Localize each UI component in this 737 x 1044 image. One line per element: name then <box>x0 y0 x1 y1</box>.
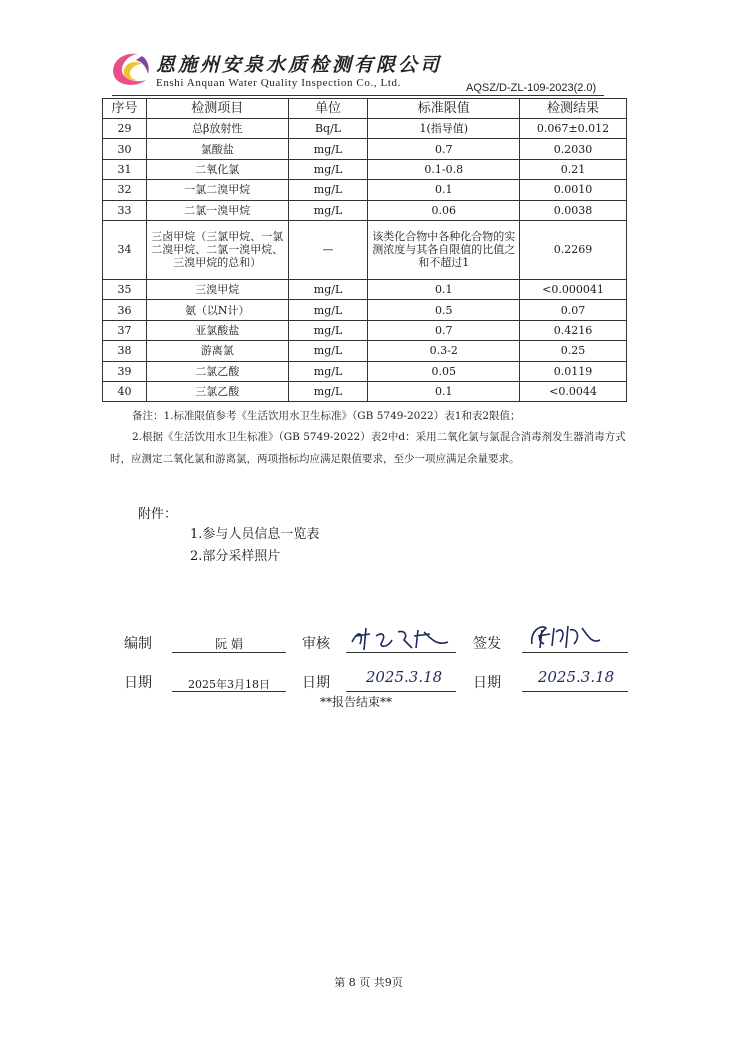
cell-result: <0.000041 <box>520 279 627 299</box>
issuer-signature <box>526 620 606 652</box>
col-header-limit: 标准限值 <box>368 99 520 119</box>
table-row <box>103 180 627 200</box>
cell-limit: 0.1 <box>368 381 520 401</box>
cell-unit: — <box>288 220 368 279</box>
cell-item: 三氯乙酸 <box>146 381 288 401</box>
cell-result: 0.07 <box>520 300 627 320</box>
cell-result: 0.2269 <box>520 220 627 279</box>
compile-name: 阮 娟 <box>215 637 243 651</box>
header-rule <box>112 95 604 96</box>
issue-date-label: 日期 <box>473 675 501 691</box>
table-row <box>103 279 627 299</box>
cell-result: <0.0044 <box>520 381 627 401</box>
review-date: 2025.3.18 <box>365 668 443 686</box>
cell-limit: 0.1 <box>368 180 520 200</box>
table-row <box>103 361 627 381</box>
cell-result: 0.2030 <box>520 139 627 159</box>
cell-no: 39 <box>103 361 147 381</box>
attachments-title: 附件： <box>138 507 178 522</box>
cell-item: 总β放射性 <box>146 119 288 139</box>
company-name-cn: 恩施州安泉水质检测有限公司 <box>156 54 443 76</box>
cell-item: 二氯乙酸 <box>146 361 288 381</box>
cell-item: 三溴甲烷 <box>146 279 288 299</box>
cell-result: 0.0038 <box>520 200 627 220</box>
cell-unit: mg/L <box>288 180 368 200</box>
cell-no: 38 <box>103 341 147 361</box>
issue-line <box>522 652 628 653</box>
cell-no: 40 <box>103 381 147 401</box>
cell-item: 游离氯 <box>146 341 288 361</box>
cell-result: 0.0119 <box>520 361 627 381</box>
company-logo <box>108 50 152 88</box>
cell-limit: 0.06 <box>368 200 520 220</box>
cell-no: 33 <box>103 200 147 220</box>
results-table <box>102 98 627 402</box>
cell-unit: mg/L <box>288 341 368 361</box>
table-row <box>103 220 627 279</box>
review-line <box>346 652 456 653</box>
cell-no: 31 <box>103 159 147 179</box>
table-row <box>103 200 627 220</box>
cell-limit: 0.1-0.8 <box>368 159 520 179</box>
compile-date-label: 日期 <box>124 675 152 691</box>
cell-limit: 0.3-2 <box>368 341 520 361</box>
issue-label: 签发 <box>473 636 501 652</box>
attachment-item: 2.部分采样照片 <box>190 549 281 564</box>
issue-date-line <box>522 691 628 692</box>
review-label: 审核 <box>302 636 330 652</box>
review-date-line <box>346 691 456 692</box>
document-code: AQSZ/D-ZL-109-2023(2.0) <box>466 82 597 94</box>
cell-no: 34 <box>103 220 147 279</box>
cell-result: 0.25 <box>520 341 627 361</box>
cell-unit: mg/L <box>288 381 368 401</box>
cell-unit: mg/L <box>288 300 368 320</box>
cell-unit: mg/L <box>288 139 368 159</box>
table-row <box>103 341 627 361</box>
cell-item: 一氯二溴甲烷 <box>146 180 288 200</box>
issue-date: 2025.3.18 <box>537 668 615 686</box>
company-name-en: Enshi Anquan Water Quality Inspection Co., Ltd. <box>156 77 401 89</box>
compile-date: 2025年3月18日 <box>188 678 270 691</box>
compile-line <box>172 652 286 653</box>
cell-unit: mg/L <box>288 361 368 381</box>
attachment-item: 1.参与人员信息一览表 <box>190 527 320 542</box>
cell-no: 35 <box>103 279 147 299</box>
cell-no: 37 <box>103 320 147 340</box>
cell-limit: 0.1 <box>368 279 520 299</box>
cell-item: 亚氯酸盐 <box>146 320 288 340</box>
table-row <box>103 119 627 139</box>
table-row <box>103 381 627 401</box>
cell-limit: 1(指导值) <box>368 119 520 139</box>
cell-unit: Bq/L <box>288 119 368 139</box>
table-header-row <box>103 99 627 119</box>
cell-result: 0.21 <box>520 159 627 179</box>
col-header-unit: 单位 <box>288 99 368 119</box>
cell-no: 30 <box>103 139 147 159</box>
cell-result: 0.067±0.012 <box>520 119 627 139</box>
report-end-text: **报告结束** <box>320 695 393 709</box>
review-date-label: 日期 <box>302 675 330 691</box>
compile-label: 编制 <box>124 636 152 652</box>
cell-limit: 0.05 <box>368 361 520 381</box>
compile-date-line <box>172 691 286 692</box>
cell-item: 氯酸盐 <box>146 139 288 159</box>
table-row <box>103 139 627 159</box>
cell-item: 二氧化氯 <box>146 159 288 179</box>
cell-no: 36 <box>103 300 147 320</box>
cell-limit: 0.7 <box>368 320 520 340</box>
cell-limit: 0.7 <box>368 139 520 159</box>
note-1: 备注：1.标准限值参考《生活饮用水卫生标准》（GB 5749-2022）表1和表2限值； <box>132 410 521 422</box>
cell-item: 氨（以N计） <box>146 300 288 320</box>
col-header-no: 序号 <box>103 99 147 119</box>
cell-item: 三卤甲烷（三氯甲烷、一氯二溴甲烷、二氯一溴甲烷、三溴甲烷的总和） <box>146 220 288 279</box>
col-header-result: 检测结果 <box>520 99 627 119</box>
table-row <box>103 320 627 340</box>
cell-unit: mg/L <box>288 159 368 179</box>
reviewer-signature <box>348 622 454 654</box>
cell-unit: mg/L <box>288 279 368 299</box>
cell-result: 0.4216 <box>520 320 627 340</box>
table-row <box>103 300 627 320</box>
cell-limit: 该类化合物中各种化合物的实测浓度与其各自限值的比值之和不超过1 <box>368 220 520 279</box>
cell-no: 29 <box>103 119 147 139</box>
cell-item: 二氯一溴甲烷 <box>146 200 288 220</box>
note-2: 2.根据《生活饮用水卫生标准》（GB 5749-2022）表2中d：采用二氧化氯与氯混合消毒剂发生器消毒方式时，应测定二氧化氯和游离氯，两项指标均应满足限值要求，至少一项应满足余量要求。 <box>110 431 626 465</box>
page-number: 第 8 页 共9页 <box>334 976 403 989</box>
cell-no: 32 <box>103 180 147 200</box>
cell-unit: mg/L <box>288 200 368 220</box>
cell-limit: 0.5 <box>368 300 520 320</box>
cell-unit: mg/L <box>288 320 368 340</box>
col-header-item: 检测项目 <box>146 99 288 119</box>
table-row <box>103 159 627 179</box>
cell-result: 0.0010 <box>520 180 627 200</box>
